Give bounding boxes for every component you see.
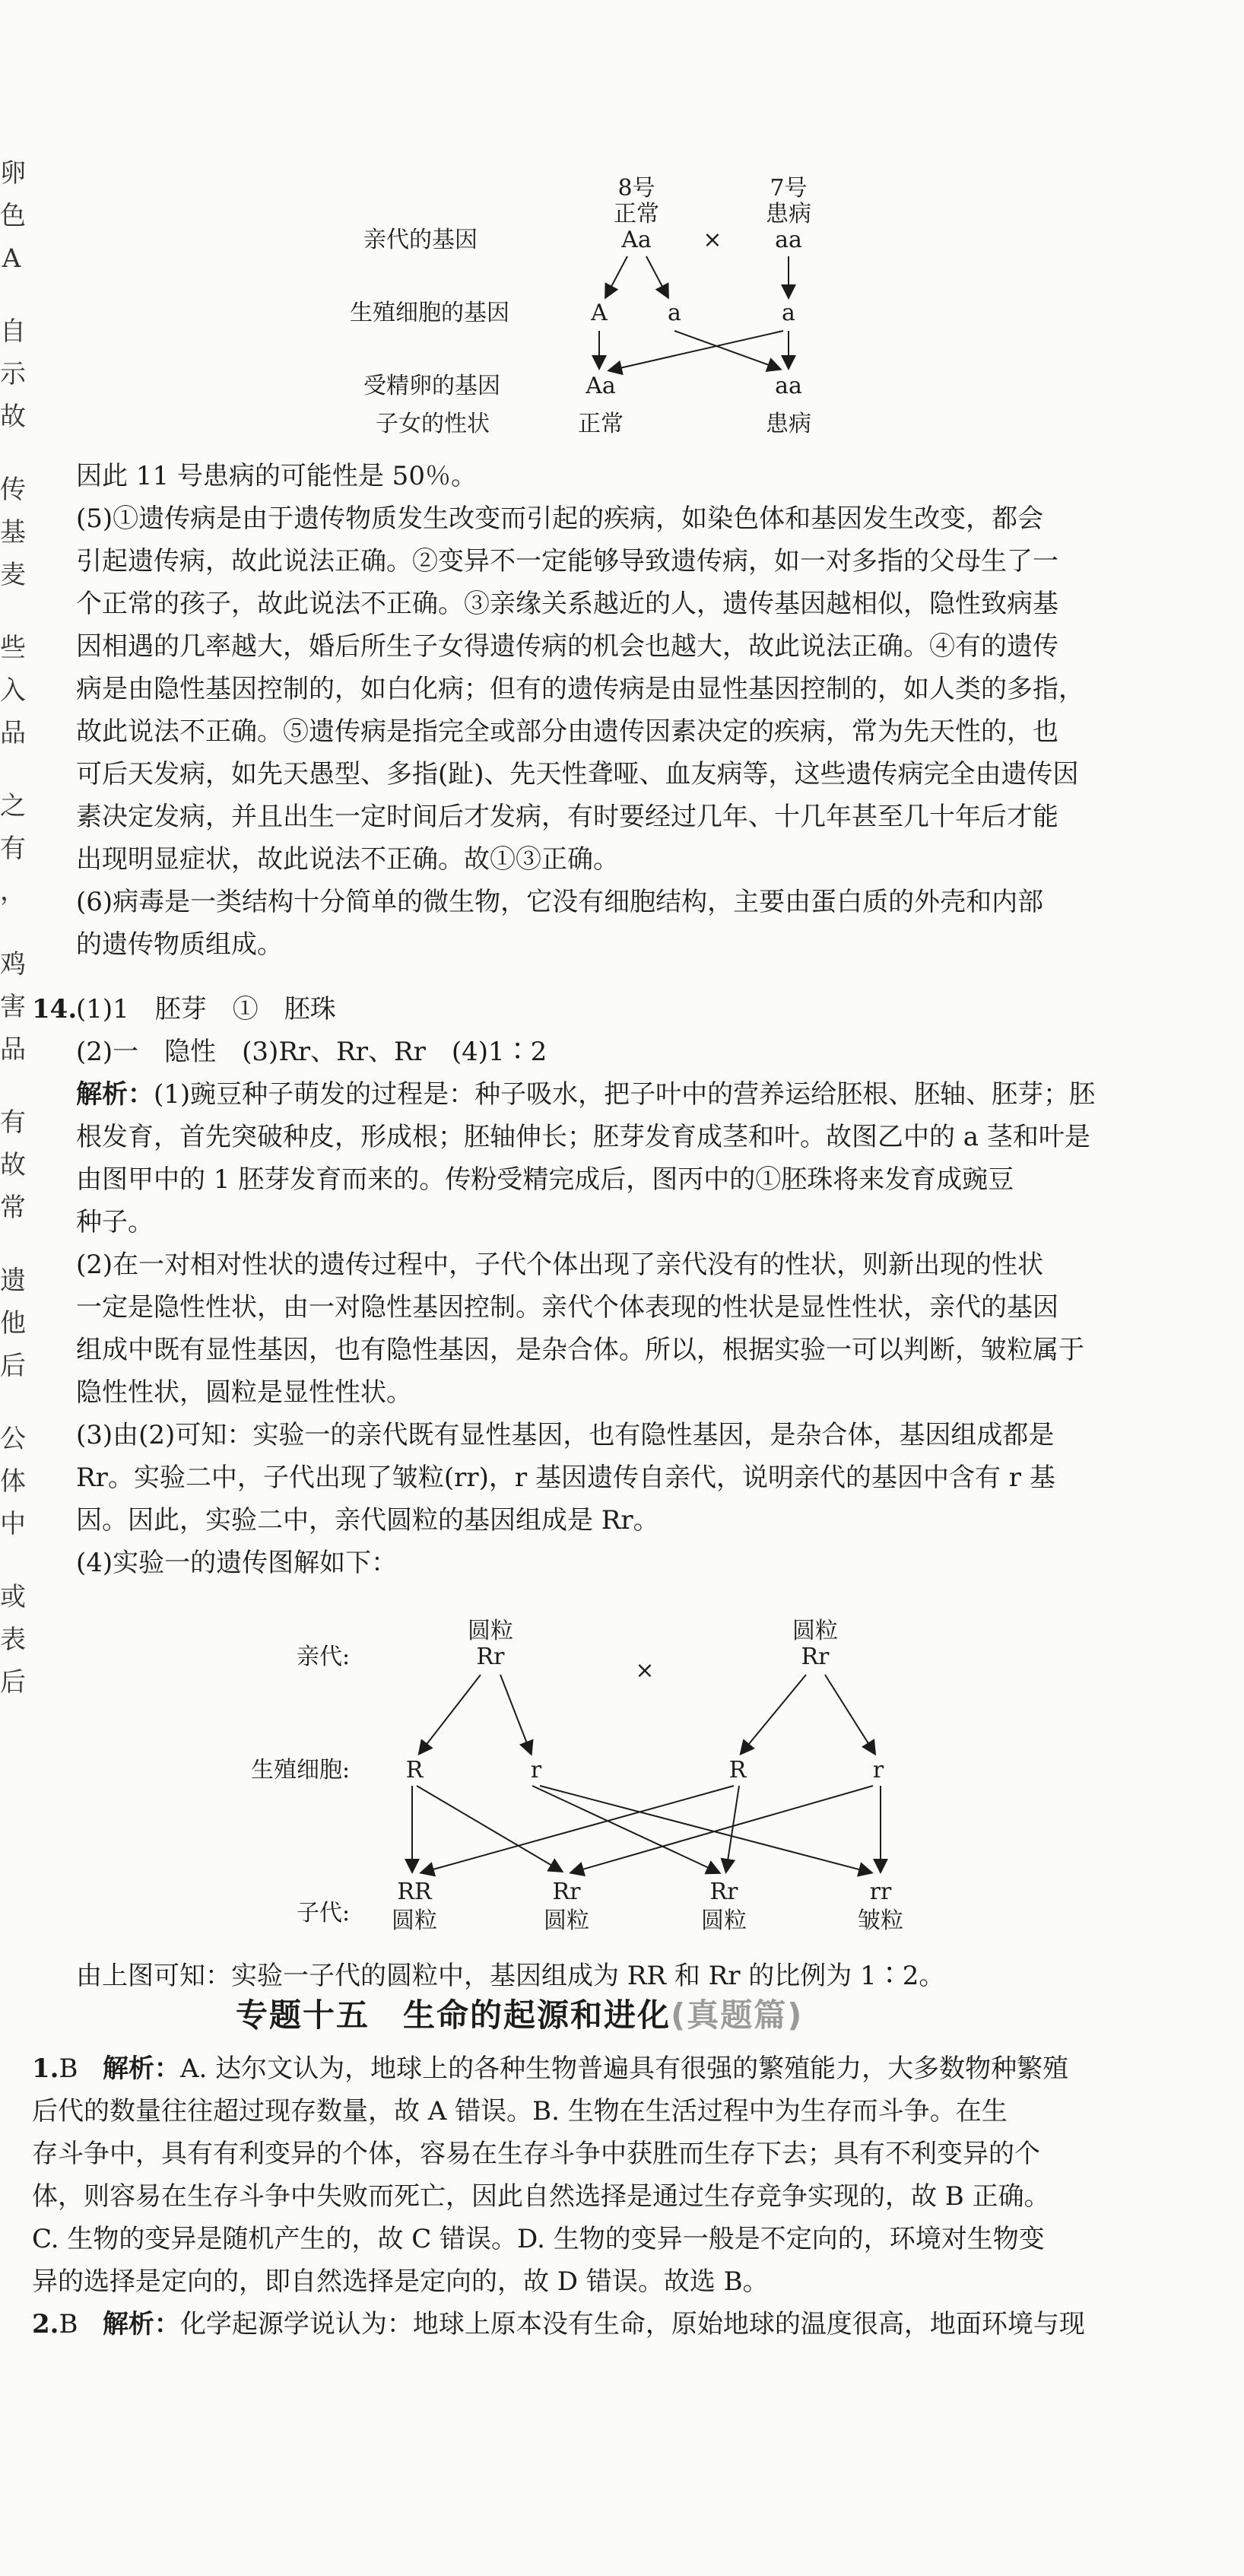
text-line: 个正常的孩子，故此说法不正确。③亲缘关系越近的人，遗传基因越相似，隐性致病基 xyxy=(76,589,1058,619)
gamete-right-r: r xyxy=(872,1757,884,1784)
margin-char: A xyxy=(2,243,21,274)
margin-char: 表 xyxy=(0,1625,26,1655)
text-line: 引起遗传病，故此说法正确。②变异不一定能够导致遗传病，如一对多指的父母生了一 xyxy=(76,546,1058,577)
arrow-a-to-aa xyxy=(674,331,779,369)
margin-char: 有 xyxy=(0,1107,26,1138)
offspring-genotype-aa: aa xyxy=(775,373,802,399)
gamete-left-R: R xyxy=(405,1757,424,1784)
margin-char: 麦 xyxy=(0,560,26,590)
gamete-a-2: a xyxy=(782,300,795,326)
parent-right-trait: 圆粒 xyxy=(792,1618,838,1644)
offspring-trait-normal: 正常 xyxy=(578,411,624,437)
text-line: 的遗传物质组成。 xyxy=(76,929,283,960)
text-line: 病是由隐性基因控制的，如白化病；但有的遗传病是由显性基因控制的，如人类的多指， xyxy=(76,674,1084,704)
gamete-left-r: r xyxy=(530,1757,542,1784)
offspring-trait-4: 皱粒 xyxy=(858,1907,903,1934)
q2-analysis-label: 解析： xyxy=(102,2309,180,2339)
text-line: 因相遇的几率越大，婚后所生子女得遗传病的机会也越大，故此说法正确。④有的遗传 xyxy=(76,631,1058,662)
arrow-r-rr xyxy=(540,1786,871,1872)
parent8-genotype: Aa xyxy=(621,227,652,253)
arrow-r-Rr xyxy=(532,1786,719,1872)
text-line: 根发育，首先突破种皮，形成根；胚轴伸长；胚芽发育成茎和叶。故图乙中的 a 茎和叶是 xyxy=(76,1122,1090,1152)
q1-analysis-label: 解析： xyxy=(102,2053,180,2084)
margin-char: 害 xyxy=(0,992,26,1022)
margin-char: 或 xyxy=(0,1582,26,1612)
q14-analysis-text: (1)豌豆种子萌发的过程是：种子吸水，把子叶中的营养运给胚根、胚轴、胚芽；胚 xyxy=(154,1079,1096,1110)
margin-char: 后 xyxy=(0,1351,26,1381)
genetic-diagram-2 xyxy=(243,1620,928,1955)
q14-number: 14. xyxy=(32,994,78,1024)
genetic-diagram-1-svg xyxy=(335,171,852,445)
conclusion: 由上图可知：实验一子代的圆粒中，基因组成为 RR 和 Rr 的比例为 1∶2。 xyxy=(76,1961,945,1991)
offspring-Rr-2: Rr xyxy=(709,1879,738,1905)
q1-answer: B xyxy=(59,2053,78,2084)
offspring-Rr-1: Rr xyxy=(552,1879,581,1905)
text-line: 组成中既有显性基因，也有隐性基因，是杂合体。所以，根据实验一可以判断，皱粒属于 xyxy=(76,1335,1084,1365)
margin-char: 常 xyxy=(0,1193,26,1223)
q2-answer: B xyxy=(59,2309,78,2339)
text-line: 素决定发病，并且出生一定时间后才发病，有时要经过几年、十几年甚至几十年后才能 xyxy=(76,802,1058,832)
arrow-R-Rr xyxy=(417,1786,561,1871)
text-line: 因此 11 号患病的可能性是 50％。 xyxy=(76,461,477,491)
offspring-trait-1: 圆粒 xyxy=(392,1907,437,1934)
gamete-a-1: a xyxy=(668,300,681,326)
label-gametes: 生殖细胞: xyxy=(251,1757,351,1784)
arrow-left-R xyxy=(420,1675,481,1753)
cross-symbol-2: × xyxy=(635,1657,655,1684)
text-line: 故此说法不正确。⑤遗传病是指完全或部分由遗传因素决定的疾病，常为先天性的，也 xyxy=(76,716,1058,747)
parent8-id: 8号 xyxy=(617,175,655,202)
text-line: (3)由(2)可知：实验一的亲代既有显性基因，也有隐性基因，是杂合体，基因组成都是 xyxy=(76,1420,1055,1450)
arrow-right-R xyxy=(741,1675,806,1753)
section-title-text: 专题十五 生命的起源和进化 xyxy=(236,1996,671,2034)
arrow-r2-Rr xyxy=(572,1786,873,1872)
offspring-RR: RR xyxy=(397,1879,432,1905)
arrow-R2-RR xyxy=(422,1786,734,1872)
arrow-a2-to-Aa xyxy=(610,331,783,370)
margin-char: 些 xyxy=(0,633,26,663)
q2-number: 2. xyxy=(32,2309,59,2339)
section-tag: (真题篇) xyxy=(671,1996,804,2034)
offspring-trait-3: 圆粒 xyxy=(701,1907,747,1934)
label-gamete-genes: 生殖细胞的基因 xyxy=(350,300,509,326)
text-line: 因。因此，实验二中，亲代圆粒的基因组成是 Rr。 xyxy=(76,1505,659,1536)
text-line: 异的选择是定向的，即自然选择是定向的，故 D 错误。故选 B。 xyxy=(32,2266,769,2297)
cross-symbol-1: × xyxy=(703,227,722,253)
margin-char: 故 xyxy=(0,402,26,432)
text-line: 体，则容易在生存斗争中失败而死亡，因此自然选择是通过生存竞争实现的，故 B 正确。 xyxy=(32,2181,1050,2212)
q14-analysis-label: 解析： xyxy=(76,1079,154,1110)
margin-char: 之 xyxy=(0,791,26,821)
margin-char: 基 xyxy=(0,517,26,548)
q14-answer-line2: (2)一 隐性 (3)Rr、Rr、Rr (4)1∶2 xyxy=(76,1037,547,1067)
genetic-diagram-2-svg xyxy=(243,1620,928,1955)
margin-char: 传 xyxy=(0,475,26,505)
parent7-genotype: aa xyxy=(775,227,802,253)
parent8-status: 正常 xyxy=(614,201,659,227)
arrow-R2-Rr xyxy=(726,1786,739,1871)
text-line: 出现明显症状，故此说法不正确。故①③正确。 xyxy=(76,844,619,875)
offspring-rr: rr xyxy=(869,1879,892,1905)
margin-char: 入 xyxy=(0,675,26,706)
offspring-trait-sick: 患病 xyxy=(766,411,811,437)
arrow-right-r xyxy=(825,1675,874,1753)
margin-char: 体 xyxy=(0,1466,26,1497)
parent7-status: 患病 xyxy=(766,201,811,227)
q14-answer-line1: (1)1 胚芽 ① 胚珠 xyxy=(76,994,336,1024)
text-line: C. 生物的变异是随机产生的，故 C 错误。D. 生物的变异一般是不定向的，环境对生物变 xyxy=(32,2224,1045,2254)
gamete-right-R: R xyxy=(728,1757,747,1784)
q14-analysis-line1 xyxy=(76,1073,1095,1116)
margin-char: 后 xyxy=(0,1667,26,1698)
q2-line1 xyxy=(32,2303,1085,2346)
margin-char: 品 xyxy=(0,1034,26,1065)
margin-char: 品 xyxy=(0,718,26,748)
text-line: (6)病毒是一类结构十分简单的微生物，它没有细胞结构，主要由蛋白质的外壳和内部 xyxy=(76,887,1044,917)
offspring-trait-2: 圆粒 xyxy=(544,1907,589,1934)
margin-char: 他 xyxy=(0,1308,26,1339)
margin-char: 自 xyxy=(0,316,26,347)
margin-char: 遗 xyxy=(0,1266,26,1296)
label-parent-genes: 亲代的基因 xyxy=(363,227,478,253)
q1-line1 xyxy=(32,2047,1068,2090)
arrow-p8-A xyxy=(606,256,627,297)
arrow-left-r xyxy=(500,1675,531,1753)
genetic-diagram-1 xyxy=(335,171,852,445)
margin-char: ， xyxy=(0,876,26,907)
text-line: 隐性性状，圆粒是显性性状。 xyxy=(76,1377,412,1408)
gamete-A: A xyxy=(591,300,608,326)
parent-right-genotype: Rr xyxy=(801,1644,830,1670)
text-line: 种子。 xyxy=(76,1207,154,1237)
text-line: 后代的数量往往超过现存数量，故 A 错误。B. 生物在生活过程中为生存而斗争。在生 xyxy=(32,2096,1008,2127)
margin-char: 有 xyxy=(0,834,26,864)
margin-char: 鸡 xyxy=(0,949,26,980)
parent-left-trait: 圆粒 xyxy=(468,1618,513,1644)
q1-number: 1. xyxy=(32,2053,59,2084)
label-zygote-genes: 受精卵的基因 xyxy=(363,373,500,399)
q1-analysis-text: A. 达尔文认为，地球上的各种生物普遍具有很强的繁殖能力，大多数物种繁殖 xyxy=(179,2053,1069,2084)
text-line: (2)在一对相对性状的遗传过程中，子代个体出现了亲代没有的性状，则新出现的性状 xyxy=(76,1250,1044,1280)
margin-char: 卵 xyxy=(0,158,26,189)
text-line: (5)①遗传病是由于遗传物质发生改变而引起的疾病，如染色体和基因发生改变，都会 xyxy=(76,503,1044,534)
parent-left-genotype: Rr xyxy=(476,1644,505,1670)
margin-char: 示 xyxy=(0,359,26,389)
margin-char: 公 xyxy=(0,1424,26,1454)
label-offspring-traits: 子女的性状 xyxy=(376,411,490,437)
arrow-p8-a xyxy=(646,256,668,297)
label-parents: 亲代: xyxy=(297,1644,351,1670)
margin-char: 故 xyxy=(0,1150,26,1180)
text-line: Rr。实验二中，子代出现了皱粒(rr)，r 基因遗传自亲代，说明亲代的基因中含有 r 基 xyxy=(76,1463,1055,1493)
margin-char: 色 xyxy=(0,201,26,231)
q2-analysis-text: 化学起源学说认为：地球上原本没有生命，原始地球的温度很高，地面环境与现 xyxy=(179,2309,1085,2339)
text-line: 由图甲中的 1 胚芽发育而来的。传粉受精完成后，图丙中的①胚珠将来发育成豌豆 xyxy=(76,1164,1014,1195)
text-line: 存斗争中，具有有利变异的个体，容易在生存斗争中获胜而生存下去；具有不利变异的个 xyxy=(32,2139,1040,2169)
offspring-genotype-Aa: Aa xyxy=(586,373,616,399)
text-line: 可后天发病，如先天愚型、多指(趾)、先天性聋哑、血友病等，这些遗传病完全由遗传因 xyxy=(76,759,1079,789)
parent7-id: 7号 xyxy=(770,175,808,202)
text-line: (4)实验一的遗传图解如下： xyxy=(76,1548,398,1578)
label-offspring: 子代: xyxy=(297,1900,351,1926)
margin-fragments xyxy=(0,152,26,2358)
section-title xyxy=(236,1990,803,2036)
margin-char: 中 xyxy=(0,1509,26,1539)
text-line: 一定是隐性性状，由一对隐性基因控制。亲代个体表现的性状是显性性状，亲代的基因 xyxy=(76,1292,1058,1323)
